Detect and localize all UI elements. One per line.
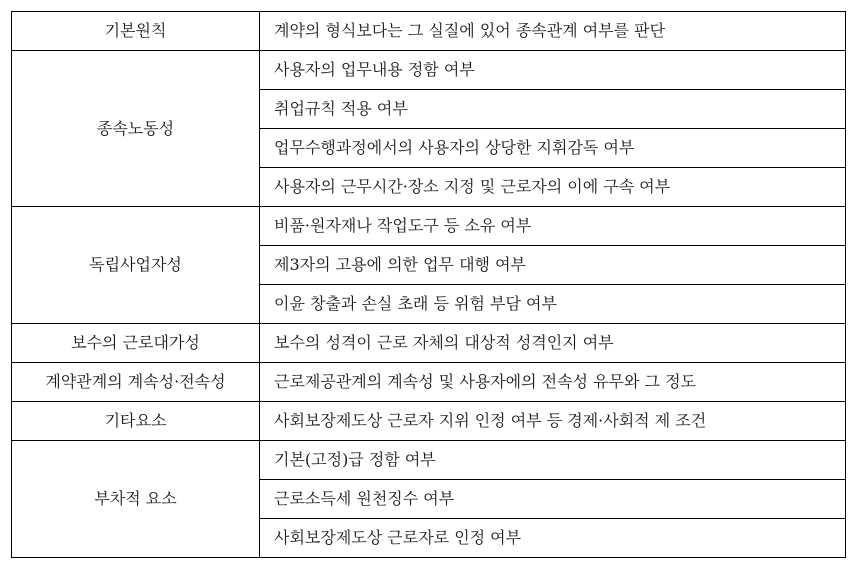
item-cell: 사용자의 근무시간·장소 지정 및 근로자의 이에 구속 여부 (260, 168, 846, 207)
category-cell: 독립사업자성 (12, 207, 260, 324)
table-row (12, 363, 846, 402)
category-cell: 보수의 근로대가성 (12, 324, 260, 363)
item-cell: 사회보장제도상 근로자 지위 인정 여부 등 경제·사회적 제 조건 (260, 402, 846, 441)
table-row (12, 207, 846, 246)
item-cell: 보수의 성격이 근로 자체의 대상적 성격인지 여부 (260, 324, 846, 363)
item-cell: 비품·원자재나 작업도구 등 소유 여부 (260, 207, 846, 246)
item-cell: 제3자의 고용에 의한 업무 대행 여부 (260, 246, 846, 285)
item-cell: 취업규칙 적용 여부 (260, 90, 846, 129)
item-cell: 근로제공관계의 계속성 및 사용자에의 전속성 유무와 그 정도 (260, 363, 846, 402)
category-cell: 계약관계의 계속성·전속성 (12, 363, 260, 402)
table-row (12, 51, 846, 90)
item-cell: 근로소득세 원천징수 여부 (260, 480, 846, 519)
table-row (12, 12, 846, 51)
category-cell: 기타요소 (12, 402, 260, 441)
item-cell: 사회보장제도상 근로자로 인정 여부 (260, 519, 846, 558)
category-cell: 기본원칙 (12, 12, 260, 51)
table-row (12, 402, 846, 441)
item-cell: 기본(고정)급 정함 여부 (260, 441, 846, 480)
category-cell: 종속노동성 (12, 51, 260, 207)
table-row (12, 324, 846, 363)
table-row (12, 441, 846, 480)
item-cell: 이윤 창출과 손실 초래 등 위험 부담 여부 (260, 285, 846, 324)
criteria-table (11, 11, 846, 558)
item-cell: 업무수행과정에서의 사용자의 상당한 지휘감독 여부 (260, 129, 846, 168)
item-cell: 계약의 형식보다는 그 실질에 있어 종속관계 여부를 판단 (260, 12, 846, 51)
category-cell: 부차적 요소 (12, 441, 260, 558)
item-cell: 사용자의 업무내용 정함 여부 (260, 51, 846, 90)
